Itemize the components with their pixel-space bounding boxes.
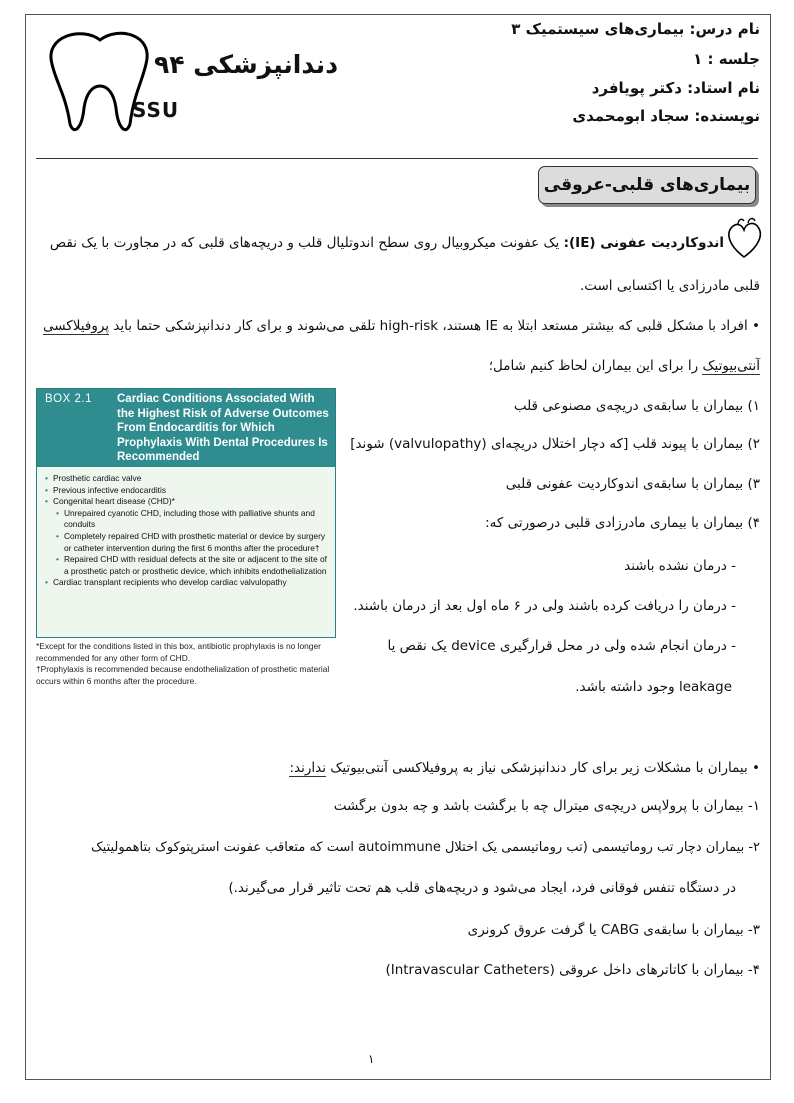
box-subitem: • Repaired CHD with residual defects at the site or adjacent to the site of a prosthetic patch or prosthetic device, which inhibits endothelialization bbox=[56, 554, 327, 576]
page-number: ۱ bbox=[368, 1052, 375, 1066]
prophylaxis-term: پروفیلاکسی bbox=[43, 318, 110, 334]
list1-subitem: - درمان را دریافت کرده باشند ولی در ۶ ماه اول بعد از درمان باشند. bbox=[353, 598, 736, 614]
logo bbox=[42, 24, 339, 134]
list1-item: ۳) بیماران با سابقه‌ی اندوکاردیت عفونی قلبی bbox=[505, 476, 760, 492]
header-divider bbox=[36, 158, 758, 159]
ie-definition-line2: قلبی مادرزادی یا اکتسابی است. bbox=[579, 278, 760, 294]
author-name: نویسنده: سجاد ابومحمدی bbox=[572, 107, 760, 125]
box-header bbox=[37, 389, 335, 467]
box-footnote: *Except for the conditions listed in this box, antibiotic prophylaxis is no longer recommended for any other form of CHD. bbox=[36, 641, 321, 663]
box-title: Cardiac Conditions Associated With the Highest Risk of Adverse Outcomes From Endocarditis for Which Prophylaxis With Dental Procedures Is Recommended bbox=[117, 393, 329, 463]
list1-item: ۲) بیماران با پیوند قلب [که دچار اختلال دریچه‌ای (valvulopathy) شوند] bbox=[350, 436, 760, 452]
box-item: • Congenital heart disease (CHD)* bbox=[45, 496, 175, 507]
list2-item: ۳- بیماران با سابقه‌ی CABG یا گرفت عروق کرونری bbox=[467, 922, 760, 938]
box-footnote: †Prophylaxis is recommended because endothelialization of prosthetic material occurs within 6 months after the procedure. bbox=[36, 664, 330, 686]
bullet1-text: • افراد با مشکل قلبی که بیشتر مستعد ابتلا به IE هستند، high-risk تلقی می‌شوند و برای کار دندانپزشکی حتما باید bbox=[109, 318, 760, 334]
course-name: نام درس: بیماری‌های سیستمیک ۳ bbox=[511, 20, 760, 38]
list1-subitem: leakage وجود داشته باشد. bbox=[575, 679, 732, 695]
list2-item: ۲- بیماران دچار تب روماتیسمی (تب روماتیسمی یک اختلال autoimmune است که متعاقب عفونت استرپتوکوک بتاهمولیتیک bbox=[91, 840, 760, 855]
box-subitem: • Completely repaired CHD with prosthetic material or device by surgery or catheter intervention during the first 6 months after the procedure† bbox=[56, 530, 326, 553]
heart-icon bbox=[724, 217, 764, 261]
ie-definition-line1 bbox=[50, 235, 724, 251]
bullet1-text2: را برای این بیماران لحاظ کنیم شامل؛ bbox=[488, 358, 703, 374]
bullet2-text: • بیماران با مشکلات زیر برای کار دندانپزشکی نیاز به پروفیلاکسی آنتی‌بیوتیک bbox=[325, 760, 760, 776]
box-footnotes bbox=[36, 641, 336, 687]
logo-sub: SSU bbox=[132, 98, 180, 122]
box-number: BOX 2.1 bbox=[45, 393, 92, 405]
not-needed-term: ندارند: bbox=[289, 760, 326, 776]
bullet1-line2 bbox=[489, 358, 760, 374]
list1-item: ۴) بیماران با بیماری مادرزادی قلبی درصورتی که: bbox=[485, 515, 760, 531]
logo-text: دندانپزشکی ۹۴ bbox=[154, 50, 339, 79]
list2-item: در دستگاه تنفس فوقانی فرد، ایجاد می‌شود و دریچه‌های قلب هم تحت تاثیر قرار می‌گیرند.) bbox=[228, 880, 736, 896]
list2-item: ۱- بیماران با پرولاپس دریچه‌ی میترال چه با برگشت باشد و چه بدون برگشت bbox=[333, 798, 760, 814]
ie-text1: یک عفونت میکروبیال روی سطح اندوتلیال قلب و دریچه‌های قلبی که در مجاورت با یک نقص bbox=[49, 235, 564, 251]
box-2-1 bbox=[36, 388, 336, 638]
bullet1-line1 bbox=[43, 318, 760, 334]
list1-subitem: - درمان انجام شده ولی در محل قرارگیری device یک نقص یا bbox=[387, 638, 736, 654]
box-subitem: • Unrepaired cyanotic CHD, including those with palliative shunts and conduits bbox=[56, 507, 315, 530]
list1-item: ۱) بیماران با سابقه‌ی دریچه‌ی مصنوعی قلب bbox=[513, 398, 760, 414]
box-body bbox=[37, 467, 335, 589]
section-title: بیماری‌های قلبی-عروقی bbox=[538, 166, 756, 204]
list1-subitem: - درمان نشده باشند bbox=[624, 558, 736, 574]
box-item: • Prosthetic cardiac valve bbox=[45, 473, 142, 483]
list2-item: ۴- بیماران با کاتاترهای داخل عروقی (Intravascular Catheters) bbox=[385, 962, 760, 978]
box-item: • Previous infective endocarditis bbox=[45, 484, 167, 495]
teacher-name: نام استاد: دکتر پویافرد bbox=[591, 79, 760, 97]
antibiotic-term: آنتی‌بیوتیک bbox=[702, 358, 760, 374]
bullet2 bbox=[289, 760, 760, 776]
box-item: • Cardiac transplant recipients who develop cardiac valvulopathy bbox=[45, 577, 287, 588]
session-number: جلسه : ۱ bbox=[693, 50, 760, 68]
ie-term: اندوکاردیت عفونی (IE): bbox=[563, 235, 724, 251]
